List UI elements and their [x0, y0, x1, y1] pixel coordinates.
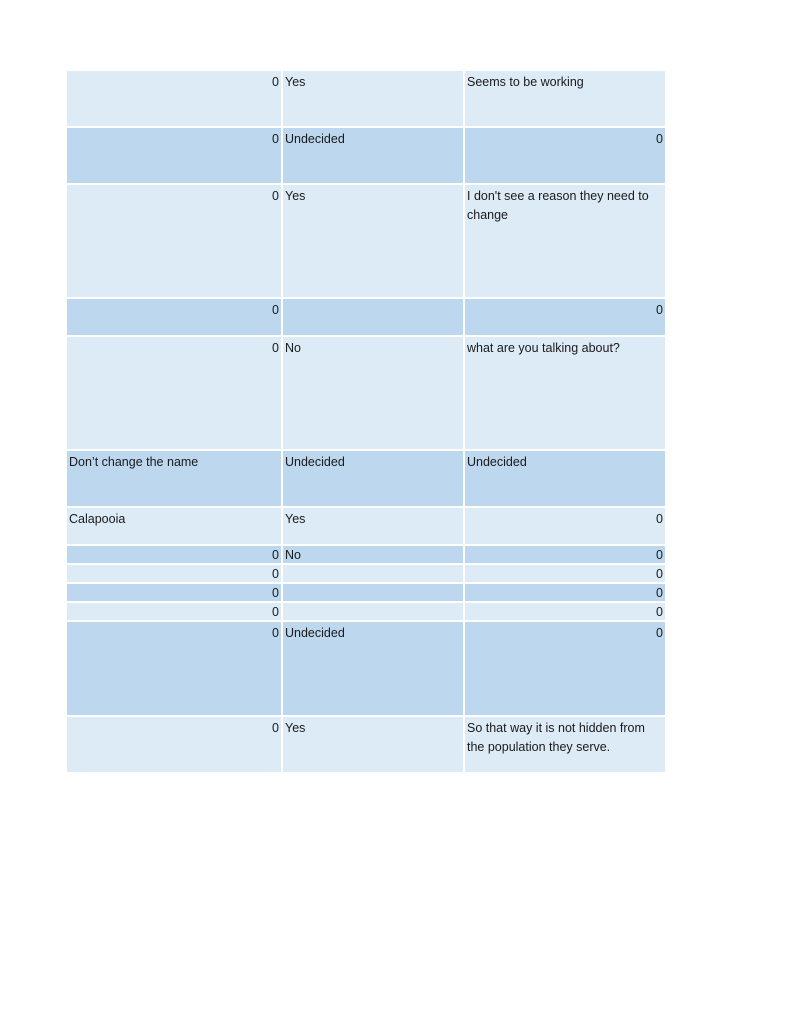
- cell-col-c[interactable]: 0: [463, 128, 665, 183]
- table-row: [67, 299, 665, 337]
- cell-col-c[interactable]: So that way it is not hidden from the population they serve.: [463, 717, 665, 772]
- spreadsheet-table: [67, 71, 665, 774]
- table-row: [67, 565, 665, 584]
- cell-col-b[interactable]: Yes: [281, 717, 463, 772]
- table-row: [67, 71, 665, 128]
- table-row: [67, 717, 665, 774]
- cell-col-b[interactable]: Yes: [281, 71, 463, 126]
- table-row: [67, 508, 665, 546]
- cell-col-b[interactable]: [281, 603, 463, 620]
- table-row: [67, 337, 665, 451]
- cell-col-c[interactable]: Undecided: [463, 451, 665, 506]
- cell-col-a[interactable]: 0: [272, 548, 279, 562]
- cell-col-b[interactable]: Undecided: [281, 451, 463, 506]
- cell-col-b[interactable]: No: [281, 337, 463, 449]
- cell-col-a[interactable]: 0: [272, 626, 279, 640]
- cell-col-a[interactable]: 0: [272, 567, 279, 581]
- cell-col-b[interactable]: Undecided: [281, 128, 463, 183]
- table-row: [67, 622, 665, 717]
- cell-col-c[interactable]: 0: [463, 565, 665, 582]
- cell-col-a[interactable]: 0: [272, 605, 279, 619]
- cell-col-c[interactable]: what are you talking about?: [463, 337, 665, 449]
- cell-col-b[interactable]: Undecided: [281, 622, 463, 715]
- cell-col-b[interactable]: Yes: [281, 185, 463, 297]
- cell-col-b[interactable]: [281, 299, 463, 335]
- cell-col-a[interactable]: 0: [272, 721, 279, 735]
- cell-col-a[interactable]: Don’t change the name: [69, 455, 199, 469]
- cell-col-b[interactable]: No: [281, 546, 463, 563]
- cell-col-a[interactable]: 0: [272, 341, 279, 355]
- table-row: [67, 451, 665, 508]
- table-row: [67, 185, 665, 299]
- cell-col-a[interactable]: 0: [272, 189, 279, 203]
- table-row: [67, 546, 665, 565]
- cell-col-c[interactable]: 0: [463, 584, 665, 601]
- table-row: [67, 584, 665, 603]
- cell-col-c[interactable]: 0: [463, 508, 665, 544]
- cell-col-c[interactable]: Seems to be working: [463, 71, 665, 126]
- table-row: [67, 603, 665, 622]
- cell-col-b[interactable]: [281, 565, 463, 582]
- cell-col-c[interactable]: 0: [463, 622, 665, 715]
- cell-col-c[interactable]: 0: [463, 603, 665, 620]
- table-row: [67, 128, 665, 185]
- cell-col-a[interactable]: Calapooia: [69, 512, 126, 526]
- cell-col-a[interactable]: 0: [272, 586, 279, 600]
- cell-col-c[interactable]: I don't see a reason they need to change: [463, 185, 665, 297]
- cell-col-a[interactable]: 0: [272, 75, 279, 89]
- cell-col-c[interactable]: 0: [463, 299, 665, 335]
- cell-col-a[interactable]: 0: [272, 303, 279, 317]
- cell-col-b[interactable]: Yes: [281, 508, 463, 544]
- cell-col-a[interactable]: 0: [272, 132, 279, 146]
- cell-col-c[interactable]: 0: [463, 546, 665, 563]
- cell-col-b[interactable]: [281, 584, 463, 601]
